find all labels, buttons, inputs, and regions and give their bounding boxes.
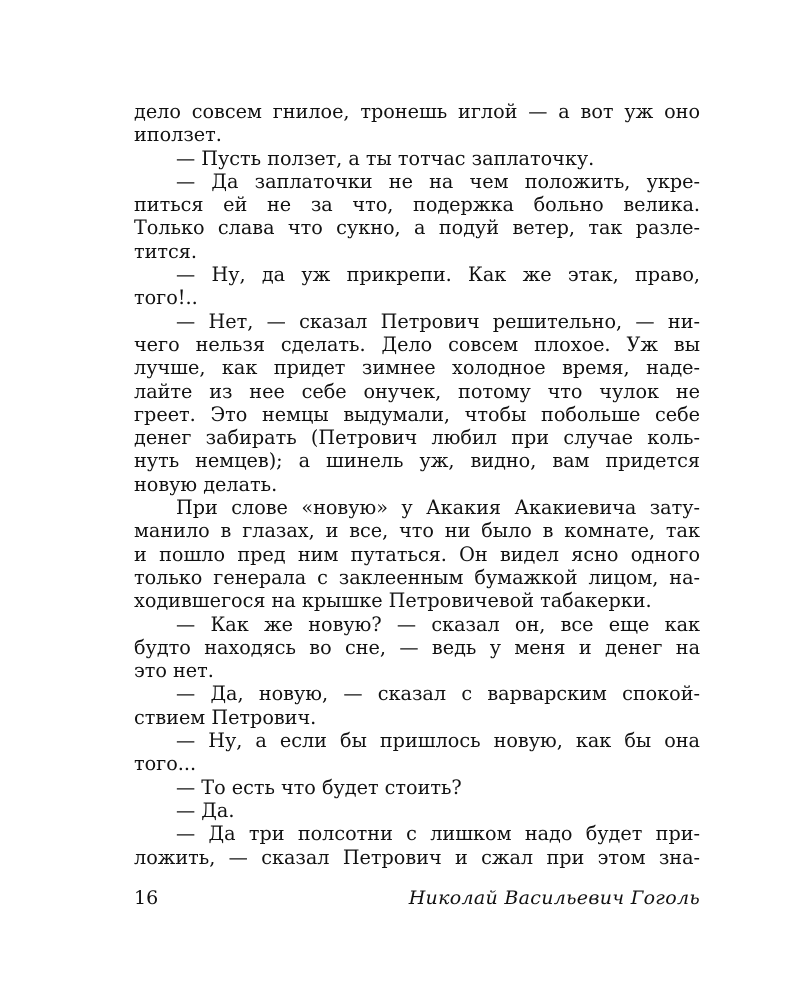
text-line: греет. Это немцы выдумали, чтобы побольше себе xyxy=(134,402,700,426)
text-line: — Пусть ползет, а ты тотчас заплаточку. xyxy=(176,146,595,170)
text-line: того!.. xyxy=(134,286,198,310)
text-line: денег забирать (Петрович любил при случае коль- xyxy=(134,426,700,450)
text-line: питься ей не за что, подержка больно велика. xyxy=(134,193,701,217)
text-line: новую делать. xyxy=(134,472,278,496)
text-line: чего нельзя сделать. Дело совсем плохое. Уж вы xyxy=(134,332,700,356)
page-number: 16 xyxy=(134,887,159,909)
text-line: — Да три полсотни с лишком надо будет при- xyxy=(176,822,700,846)
text-line: того... xyxy=(134,752,197,776)
text-line: лайте из нее себе онучек, потому что чулок не xyxy=(134,379,700,403)
text-line: — То есть что будет стоить? xyxy=(176,775,462,799)
text-line: дело совсем гнилое, тронешь иглой — а вот уж оно xyxy=(134,100,701,123)
text-line: тится. xyxy=(134,239,197,263)
text-line: При слове «новую» у Акакия Акакиевича зату- xyxy=(176,496,701,520)
page-body xyxy=(134,100,700,869)
text-line: — Да. xyxy=(176,798,235,822)
text-line: — Как же новую? — сказал он, все еще как xyxy=(176,612,701,636)
text-line: будто находясь во сне, — ведь у меня и денег на xyxy=(134,635,701,659)
text-line: это нет. xyxy=(134,659,214,683)
text-line: ходившегося на крышке Петровичевой табакерки. xyxy=(134,589,652,613)
text-line: нуть немцев); а шинель уж, видно, вам придется xyxy=(134,449,700,473)
text-line: — Да, новую, — сказал с варварским спокой- xyxy=(176,682,700,706)
text-line: ствием Петрович. xyxy=(134,705,317,729)
text-line: — Ну, да уж прикрепи. Как же этак, право, xyxy=(176,263,700,287)
text-line: только генерала с заклеенным бумажкой лицом, на- xyxy=(134,565,700,589)
text-line: Только слава что сукно, а подуй ветер, так разле- xyxy=(134,216,701,240)
text-line: манило в глазах, и все, что ни было в комнате, так xyxy=(134,519,700,543)
page-footer xyxy=(134,884,700,912)
running-author: Николай Васильевич Гоголь xyxy=(408,887,700,909)
text-line: иползет. xyxy=(134,123,222,147)
text-line: ложить, — сказал Петрович и сжал при этом зна- xyxy=(134,845,701,869)
text-line: лучше, как придет зимнее холодное время, наде- xyxy=(134,356,700,380)
text-line: и пошло пред ним путаться. Он видел ясно одного xyxy=(134,542,701,566)
text-line: — Да заплаточки не на чем положить, укре- xyxy=(176,169,700,193)
text-line: — Ну, а если бы пришлось новую, как бы она xyxy=(176,729,700,753)
text-line: — Нет, — сказал Петрович решительно, — ни- xyxy=(176,309,700,333)
